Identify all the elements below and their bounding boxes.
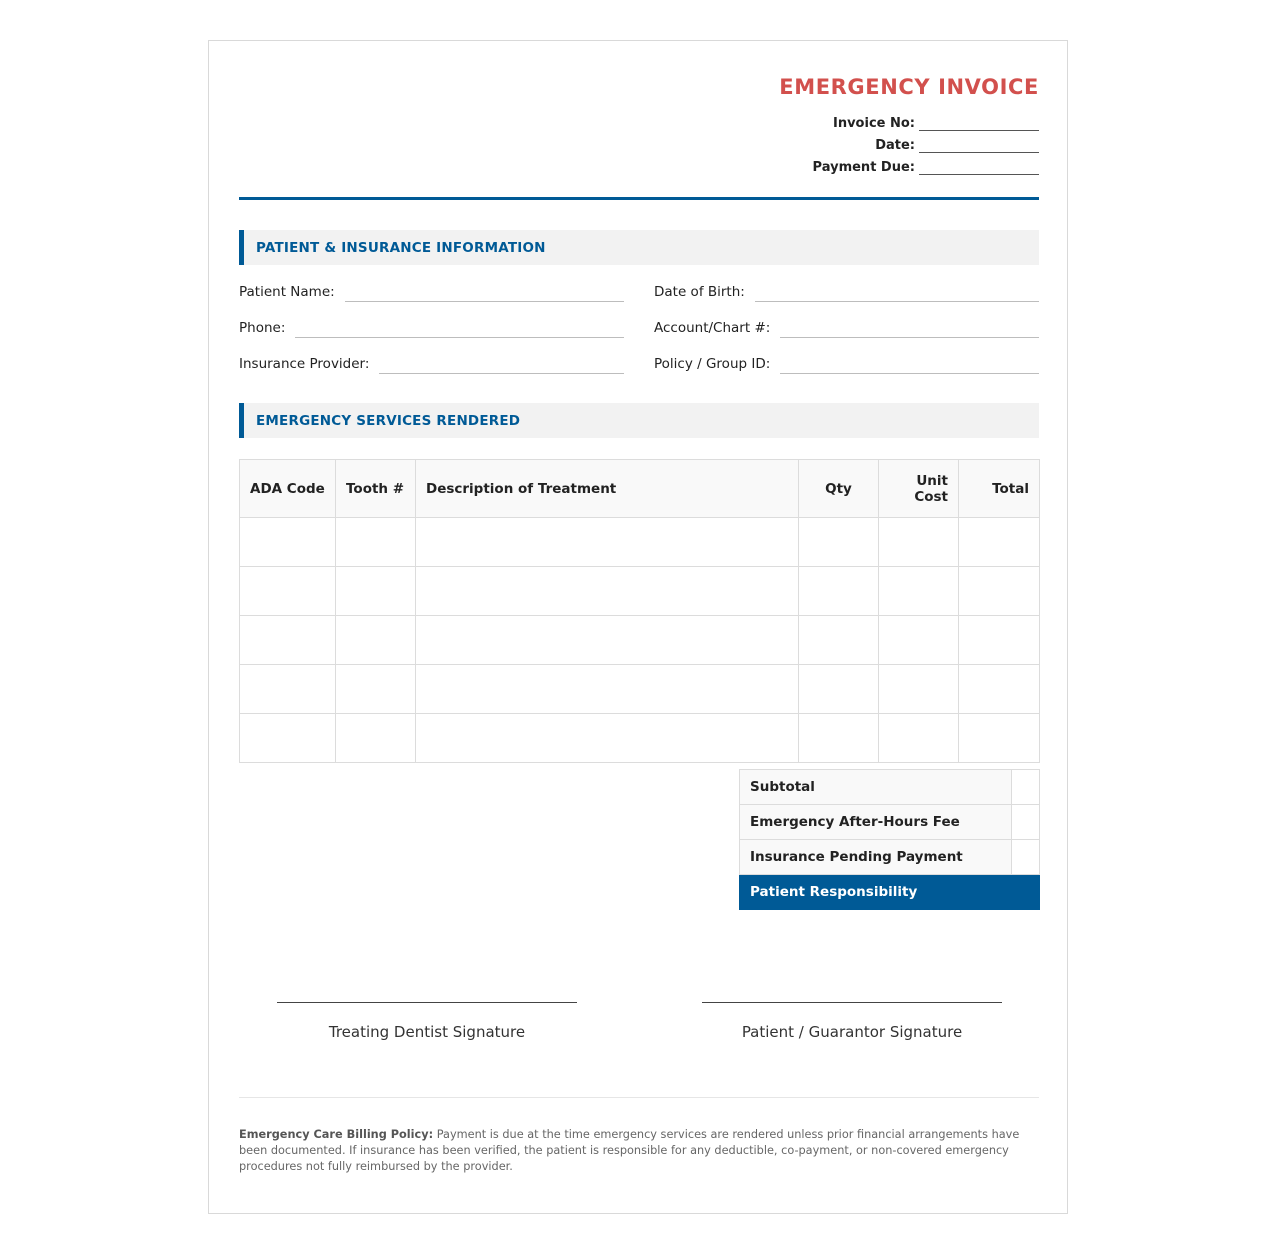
insurance-pending-row <box>740 840 1040 875</box>
patient-responsibility-label: Patient Responsibility <box>740 875 1012 910</box>
insurance-provider-input[interactable] <box>379 357 624 374</box>
col-total: Total <box>959 460 1040 518</box>
date-of-birth-label: Date of Birth: <box>654 284 745 300</box>
invoice-no-line[interactable] <box>919 116 1039 131</box>
col-description: Description of Treatment <box>416 460 799 518</box>
table-row <box>240 567 1040 616</box>
ada-code-cell[interactable] <box>240 567 336 616</box>
patient-responsibility-row <box>740 875 1040 910</box>
insurance-provider-label: Insurance Provider: <box>239 356 370 372</box>
description-cell[interactable] <box>416 714 799 763</box>
unit-cost-cell[interactable] <box>879 616 959 665</box>
billing-policy-text: Payment is due at the time emergency services are rendered unless prior financial arrangements have been documented. If insurance has been verified, the patient is responsible for any deductible, co-payment, or non-covered emergency procedures not fully reimbursed by the provider. <box>239 1128 1020 1173</box>
after-hours-fee-label: Emergency After-Hours Fee <box>740 805 1012 840</box>
col-unit-cost <box>879 460 959 518</box>
tooth-cell[interactable] <box>336 518 416 567</box>
patient-name-input[interactable] <box>345 285 624 302</box>
services-section-header <box>239 403 1039 438</box>
description-cell[interactable] <box>416 518 799 567</box>
payment-due-row <box>813 155 1039 175</box>
header-divider <box>239 197 1039 200</box>
subtotal-value[interactable] <box>1012 770 1040 805</box>
unit-cost-cell[interactable] <box>879 714 959 763</box>
dentist-signature-label: Treating Dentist Signature <box>328 1023 526 1041</box>
date-of-birth-field <box>654 280 1039 302</box>
col-tooth: Tooth # <box>336 460 416 518</box>
table-row <box>240 616 1040 665</box>
col-unit-cost-line2: Cost <box>914 488 948 505</box>
services-section-heading: EMERGENCY SERVICES RENDERED <box>256 413 521 429</box>
totals-table <box>739 769 1040 910</box>
qty-cell[interactable] <box>799 567 879 616</box>
services-header-row <box>240 460 1040 518</box>
total-cell[interactable] <box>959 714 1040 763</box>
tooth-cell[interactable] <box>336 616 416 665</box>
tooth-cell[interactable] <box>336 567 416 616</box>
col-qty: Qty <box>799 460 879 518</box>
ada-code-cell[interactable] <box>240 714 336 763</box>
billing-policy <box>239 1127 1039 1175</box>
qty-cell[interactable] <box>799 616 879 665</box>
total-cell[interactable] <box>959 616 1040 665</box>
total-cell[interactable] <box>959 665 1040 714</box>
col-ada-code: ADA Code <box>240 460 336 518</box>
unit-cost-cell[interactable] <box>879 665 959 714</box>
patient-signature-label: Patient / Guarantor Signature <box>741 1023 963 1041</box>
tooth-cell[interactable] <box>336 714 416 763</box>
policy-group-label: Policy / Group ID: <box>654 356 771 372</box>
date-line[interactable] <box>919 138 1039 153</box>
unit-cost-cell[interactable] <box>879 567 959 616</box>
phone-input[interactable] <box>295 321 624 338</box>
description-cell[interactable] <box>416 665 799 714</box>
table-row <box>240 665 1040 714</box>
patient-signature-line[interactable] <box>702 1002 1002 1003</box>
qty-cell[interactable] <box>799 665 879 714</box>
date-row <box>875 133 1039 153</box>
date-of-birth-input[interactable] <box>755 285 1039 302</box>
date-label: Date: <box>875 138 915 153</box>
dentist-signature-line[interactable] <box>277 1002 577 1003</box>
invoice-title: EMERGENCY INVOICE <box>779 75 1039 99</box>
ada-code-cell[interactable] <box>240 518 336 567</box>
subtotal-row <box>740 770 1040 805</box>
table-row <box>240 518 1040 567</box>
account-chart-label: Account/Chart #: <box>654 320 771 336</box>
qty-cell[interactable] <box>799 714 879 763</box>
patient-section-heading: PATIENT & INSURANCE INFORMATION <box>256 240 546 256</box>
patient-name-label: Patient Name: <box>239 284 335 300</box>
payment-due-label: Payment Due: <box>812 160 915 175</box>
phone-field <box>239 316 624 338</box>
table-row <box>240 714 1040 763</box>
after-hours-fee-row <box>740 805 1040 840</box>
policy-group-field <box>654 352 1039 374</box>
invoice-no-row <box>833 111 1039 131</box>
payment-due-line[interactable] <box>919 160 1039 175</box>
invoice-no-label: Invoice No: <box>832 116 915 131</box>
total-cell[interactable] <box>959 567 1040 616</box>
ada-code-cell[interactable] <box>240 616 336 665</box>
billing-policy-label: Emergency Care Billing Policy: <box>239 1128 434 1141</box>
account-chart-field <box>654 316 1039 338</box>
patient-responsibility-value[interactable] <box>1012 875 1040 910</box>
policy-group-input[interactable] <box>780 357 1039 374</box>
after-hours-fee-value[interactable] <box>1012 805 1040 840</box>
invoice-page <box>208 40 1068 1214</box>
tooth-cell[interactable] <box>336 665 416 714</box>
account-chart-input[interactable] <box>780 321 1039 338</box>
insurance-provider-field <box>239 352 624 374</box>
patient-name-field <box>239 280 624 302</box>
description-cell[interactable] <box>416 616 799 665</box>
total-cell[interactable] <box>959 518 1040 567</box>
description-cell[interactable] <box>416 567 799 616</box>
insurance-pending-value[interactable] <box>1012 840 1040 875</box>
qty-cell[interactable] <box>799 518 879 567</box>
insurance-pending-label: Insurance Pending Payment <box>740 840 1012 875</box>
unit-cost-cell[interactable] <box>879 518 959 567</box>
ada-code-cell[interactable] <box>240 665 336 714</box>
subtotal-label: Subtotal <box>740 770 1012 805</box>
col-unit-cost-line1: Unit <box>916 472 948 489</box>
phone-label: Phone: <box>239 320 286 336</box>
patient-section-header <box>239 230 1039 265</box>
footer-divider <box>239 1097 1039 1098</box>
services-table <box>239 459 1040 763</box>
